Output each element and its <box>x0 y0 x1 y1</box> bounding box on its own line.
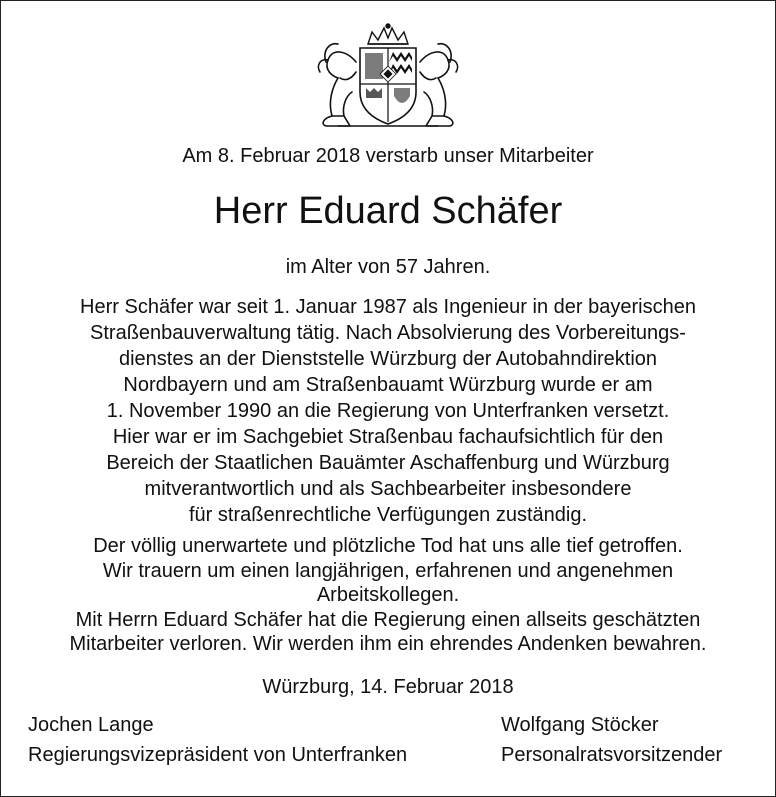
signatory-name: Jochen Lange <box>28 714 154 736</box>
biography-line: Herr Schäfer war seit 1. Januar 1987 als Ingenieur in der bayerischen <box>80 296 696 318</box>
mourning-line: Wir trauern um einen langjährigen, erfahrenen und angenehmen <box>102 559 674 582</box>
signature-right <box>501 710 722 770</box>
mourning-line: Mitarbeiter verloren. Wir werden ihm ein ehrendes Andenken bewahren. <box>69 633 707 656</box>
biography-paragraph <box>0 294 776 528</box>
death-announcement-intro: Am 8. Februar 2018 verstarb unser Mitarbeiter <box>182 145 594 167</box>
mourning-line: Der völlig unerwartete und plötzliche Tod hat uns alle tief getroffen. <box>93 535 683 557</box>
biography-line: Bereich der Staatlichen Bauämter Aschaffenburg und Würzburg <box>106 452 670 474</box>
biography-line: Hier war er im Sachgebiet Straßenbau fachaufsichtlich für den <box>112 426 664 448</box>
deceased-name: Herr Eduard Schäfer <box>213 190 563 232</box>
biography-line: Nordbayern und am Straßenbauamt Würzburg wurde er am <box>123 374 653 396</box>
mourning-paragraph <box>0 534 776 657</box>
signature-left <box>28 710 407 770</box>
bavarian-coat-of-arms-icon <box>298 22 478 132</box>
biography-line: dienstes an der Dienststelle Würzburg der Autobahndirektion <box>118 348 658 370</box>
place-and-date: Würzburg, 14. Februar 2018 <box>262 676 514 698</box>
signatory-title: Personalratsvorsitzender <box>501 744 723 766</box>
signatory-title: Regierungsvizepräsident von Unterfranken <box>28 744 408 766</box>
biography-line: mitverantwortlich und als Sachbearbeiter insbesondere <box>144 478 632 500</box>
deceased-age: im Alter von 57 Jahren. <box>285 256 491 278</box>
biography-line: 1. November 1990 an die Regierung von Unterfranken versetzt. <box>106 400 670 422</box>
signatory-name: Wolfgang Stöcker <box>501 714 659 736</box>
mourning-line: Mit Herrn Eduard Schäfer hat die Regierung einen allseits geschätzten <box>75 608 701 631</box>
mourning-line: Arbeitskollegen. <box>316 584 460 607</box>
biography-line: für straßenrechtliche Verfügungen zuständig. <box>188 504 588 526</box>
biography-line: Straßenbauverwaltung tätig. Nach Absolvierung des Vorbereitungs- <box>90 322 686 344</box>
